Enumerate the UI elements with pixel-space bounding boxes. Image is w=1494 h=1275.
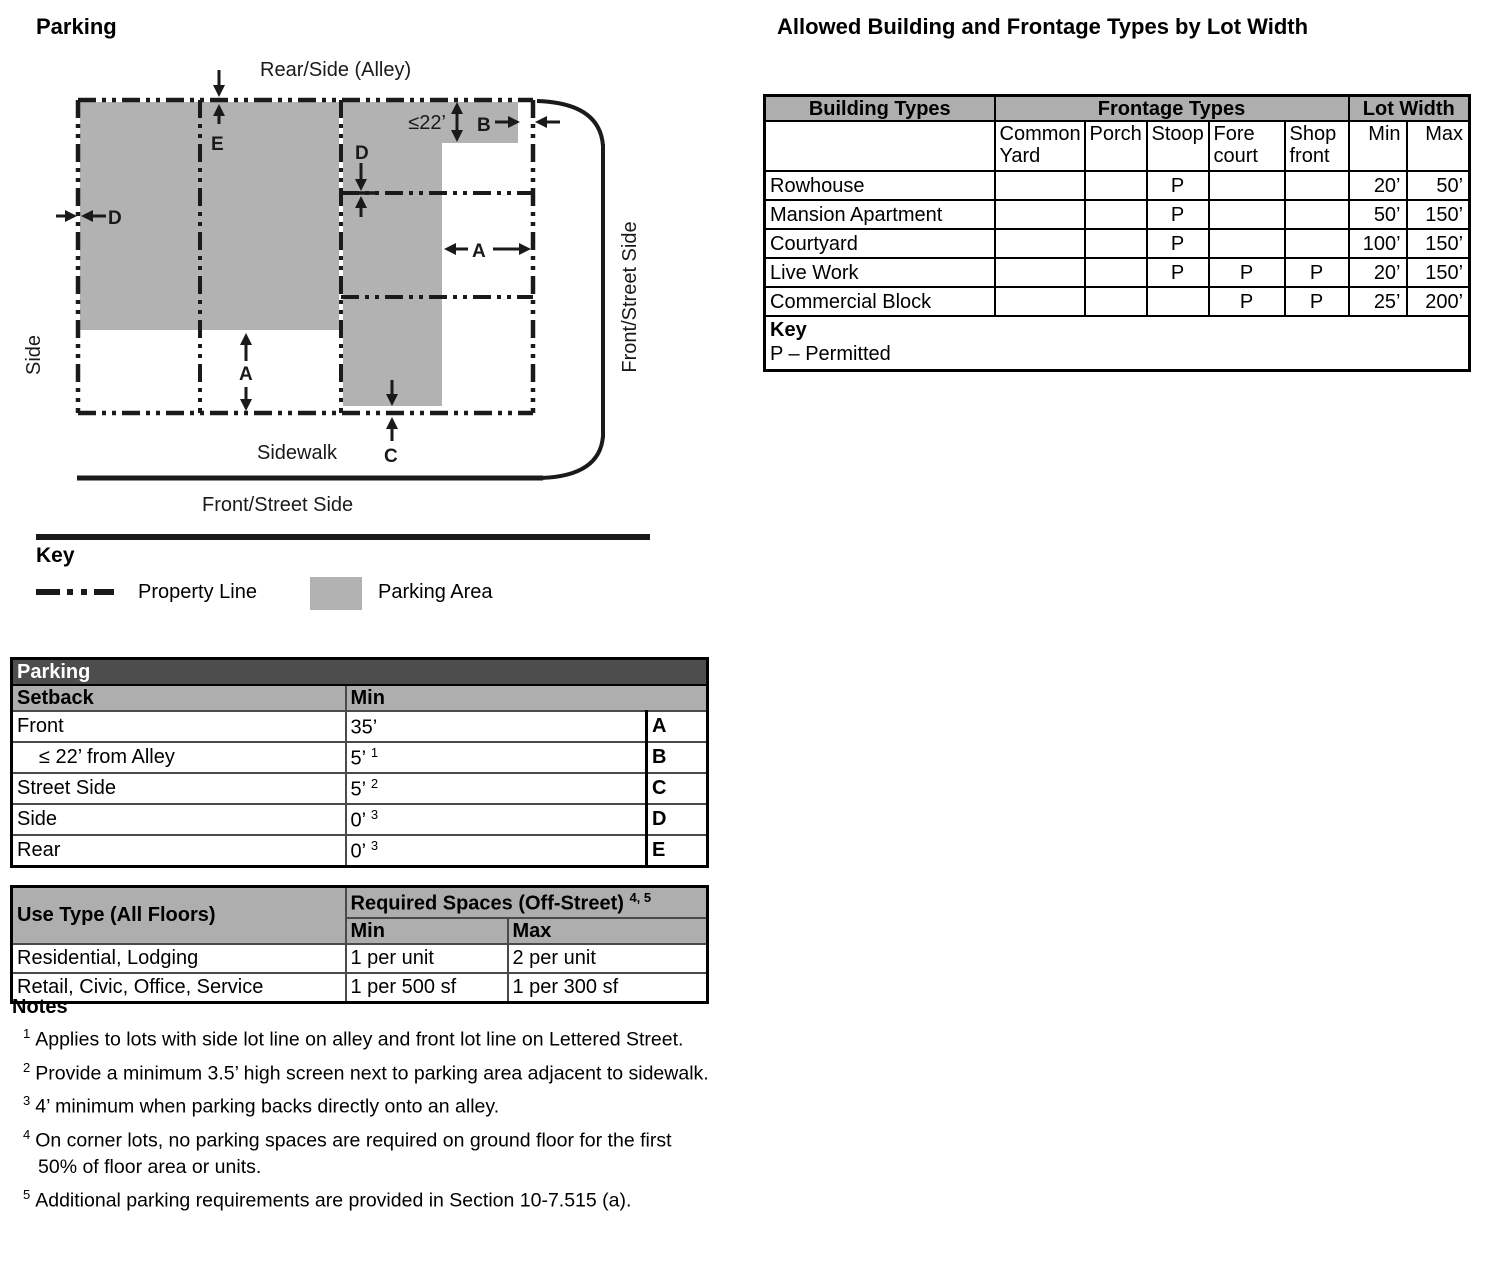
building-type: Mansion Apartment	[765, 200, 995, 229]
cell-common-yard	[995, 258, 1085, 287]
cell-shop-front	[1285, 200, 1349, 229]
cell-common-yard	[995, 171, 1085, 200]
cell-common-yard	[995, 287, 1085, 316]
table-row-side	[12, 804, 708, 835]
cell-porch	[1085, 200, 1147, 229]
cell-fore-court: P	[1209, 258, 1285, 287]
setback-ref-letter: C	[647, 773, 708, 804]
cell-max: 50’	[1407, 171, 1470, 200]
table-header-row	[12, 685, 708, 711]
sidewalk-label: Sidewalk	[257, 442, 338, 464]
table-title-row	[12, 659, 708, 686]
table-row-front	[12, 711, 708, 742]
parking-area-swatch-icon	[310, 577, 362, 610]
note-number: 3	[23, 1093, 31, 1108]
building-frontage-table	[763, 94, 1471, 372]
cell-fore-court: P	[1209, 287, 1285, 316]
setback-min	[346, 742, 647, 773]
cell-porch	[1085, 171, 1147, 200]
note-number: 1	[23, 1026, 31, 1041]
note-text: On corner lots, no parking spaces are required on ground floor for the first 50% of floor area or units.	[35, 1129, 672, 1178]
setback-ref-letter: D	[647, 804, 708, 835]
cell-min: 20’	[1349, 171, 1407, 200]
building-type: Commercial Block	[765, 287, 995, 316]
table-row-alley	[12, 742, 708, 773]
col-empty	[765, 121, 995, 171]
cell-min: 25’	[1349, 287, 1407, 316]
building-type: Rowhouse	[765, 171, 995, 200]
col-max: Max	[1407, 121, 1470, 171]
footnote-ref: 3	[370, 806, 379, 822]
cell-fore-court	[1209, 171, 1285, 200]
property-line-sample-icon	[30, 586, 120, 598]
key-divider-rule	[36, 534, 650, 540]
table-row-residential	[12, 944, 708, 973]
note-3	[10, 1087, 710, 1121]
cell-max: 150’	[1407, 200, 1470, 229]
min-value: 35’	[350, 716, 378, 739]
table-row-courtyard	[765, 229, 1470, 258]
building-type: Live Work	[765, 258, 995, 287]
spaces-max: 1 per 300 sf	[508, 973, 708, 1003]
cell-stoop: P	[1147, 200, 1209, 229]
cell-stoop: P	[1147, 229, 1209, 258]
cell-stoop	[1147, 287, 1209, 316]
front-street-side-bottom-label: Front/Street Side	[202, 494, 354, 516]
table-header-row	[765, 96, 1470, 122]
parking-setback-table	[10, 657, 709, 868]
table-subheader-row	[765, 121, 1470, 171]
key-property-line-label: Property Line	[138, 581, 257, 603]
cell-shop-front	[1285, 229, 1349, 258]
cell-common-yard	[995, 200, 1085, 229]
cell-fore-court	[1209, 200, 1285, 229]
cell-shop-front: P	[1285, 287, 1349, 316]
col-max: Max	[508, 918, 708, 944]
setback-ref-letter: B	[647, 742, 708, 773]
dimension-e-arrows	[213, 70, 225, 124]
col-stoop: Stoop	[1147, 121, 1209, 171]
cell-porch	[1085, 258, 1147, 287]
parking-area-shading	[80, 102, 518, 406]
col-min: Min	[346, 685, 708, 711]
col-required-spaces	[346, 887, 708, 919]
side-label: Side	[23, 334, 45, 376]
table-row-rowhouse	[765, 171, 1470, 200]
min-value: 5’	[350, 778, 366, 801]
table-key-cell	[765, 316, 1470, 371]
table-row-rear	[12, 835, 708, 867]
page-title-parking: Parking	[36, 14, 117, 39]
footnote-ref: 1	[370, 744, 379, 760]
cell-shop-front: P	[1285, 258, 1349, 287]
notes-heading: Notes	[12, 996, 68, 1018]
cell-porch	[1085, 287, 1147, 316]
setback-ref-letter: A	[647, 711, 708, 742]
table-key-label: Key	[770, 319, 807, 341]
use-type: Residential, Lodging	[12, 944, 346, 973]
dimension-a-right-arrows	[444, 243, 531, 255]
footnote-ref: 3	[370, 837, 379, 853]
setback-label: ≤ 22’ from Alley	[12, 742, 346, 773]
notes-section	[10, 995, 710, 1215]
col-shop-front: Shop front	[1285, 121, 1349, 171]
dimension-d-mid-label: D	[355, 143, 369, 164]
col-frontage-types: Frontage Types	[995, 96, 1349, 122]
setback-min	[346, 711, 647, 742]
table-row-commercial-block	[765, 287, 1470, 316]
note-1	[10, 1020, 710, 1054]
note-2	[10, 1054, 710, 1088]
spaces-min: 1 per unit	[346, 944, 508, 973]
cell-max: 150’	[1407, 229, 1470, 258]
col-min: Min	[346, 918, 508, 944]
note-text: Provide a minimum 3.5’ high screen next to parking area adjacent to sidewalk.	[35, 1062, 709, 1084]
note-4	[10, 1121, 710, 1182]
parking-setback-diagram	[0, 0, 700, 530]
key-parking-area-label: Parking Area	[378, 581, 493, 603]
use-type: Retail, Civic, Office, Service	[12, 973, 346, 1003]
col-building-types: Building Types	[765, 96, 995, 122]
col-porch: Porch	[1085, 121, 1147, 171]
min-value: 0’	[350, 809, 366, 832]
alley-depth-label: ≤22’	[408, 112, 446, 134]
setback-min	[346, 773, 647, 804]
cell-porch	[1085, 229, 1147, 258]
min-value: 0’	[350, 840, 366, 863]
setback-label: Side	[12, 804, 346, 835]
setback-label: Rear	[12, 835, 346, 867]
cell-common-yard	[995, 229, 1085, 258]
table-row-live-work	[765, 258, 1470, 287]
setback-ref-letter: E	[647, 835, 708, 867]
col-min: Min	[1349, 121, 1407, 171]
min-value: 5’	[350, 747, 366, 770]
note-text: Additional parking requirements are provided in Section 10-7.515 (a).	[35, 1189, 632, 1212]
front-street-side-right-label: Front/Street Side	[619, 221, 641, 373]
footnote-ref: 4, 5	[629, 889, 652, 905]
col-setback: Setback	[12, 685, 346, 711]
note-5	[10, 1181, 710, 1215]
dimension-a-right-label: A	[472, 241, 486, 262]
note-number: 2	[23, 1059, 31, 1075]
required-spaces-label: Required Spaces (Off-Street)	[350, 892, 624, 915]
table-key-note: P – Permitted	[770, 343, 891, 365]
building-type: Courtyard	[765, 229, 995, 258]
cell-shop-front	[1285, 171, 1349, 200]
col-fore-court: Fore court	[1209, 121, 1285, 171]
cell-min: 20’	[1349, 258, 1407, 287]
col-common-yard: Common Yard	[995, 121, 1085, 171]
cell-stoop: P	[1147, 258, 1209, 287]
footnote-ref: 2	[370, 775, 379, 791]
use-type-table	[10, 885, 709, 1004]
note-text: 4’ minimum when parking backs directly onto an alley.	[35, 1095, 500, 1118]
dimension-a-left-label: A	[239, 364, 253, 385]
alley-label: Rear/Side (Alley)	[260, 59, 412, 81]
table-row-mansion-apartment	[765, 200, 1470, 229]
dimension-d-left-label: D	[108, 208, 122, 229]
cell-min: 50’	[1349, 200, 1407, 229]
note-number: 4	[23, 1126, 31, 1142]
cell-max: 150’	[1407, 258, 1470, 287]
cell-min: 100’	[1349, 229, 1407, 258]
spaces-max: 2 per unit	[508, 944, 708, 973]
setback-min	[346, 804, 647, 835]
cell-max: 200’	[1407, 287, 1470, 316]
setback-label: Front	[12, 711, 346, 742]
dimension-e-label: E	[211, 134, 224, 155]
dimension-b-label: B	[477, 115, 491, 136]
col-lot-width: Lot Width	[1349, 96, 1470, 122]
table-row-street-side	[12, 773, 708, 804]
page-title-frontage: Allowed Building and Frontage Types by Lot Width	[777, 14, 1309, 39]
cell-fore-court	[1209, 229, 1285, 258]
parking-table-title: Parking	[12, 659, 708, 686]
dimension-c-label: C	[384, 446, 398, 467]
table-header-row	[12, 887, 708, 919]
key-heading: Key	[36, 544, 75, 567]
table-key-row	[765, 316, 1470, 371]
col-use-type: Use Type (All Floors)	[12, 887, 346, 945]
spaces-min: 1 per 500 sf	[346, 973, 508, 1003]
setback-label: Street Side	[12, 773, 346, 804]
setback-min	[346, 835, 647, 867]
cell-stoop: P	[1147, 171, 1209, 200]
note-number: 5	[23, 1187, 31, 1202]
note-text: Applies to lots with side lot line on alley and front lot line on Lettered Street.	[35, 1028, 684, 1051]
